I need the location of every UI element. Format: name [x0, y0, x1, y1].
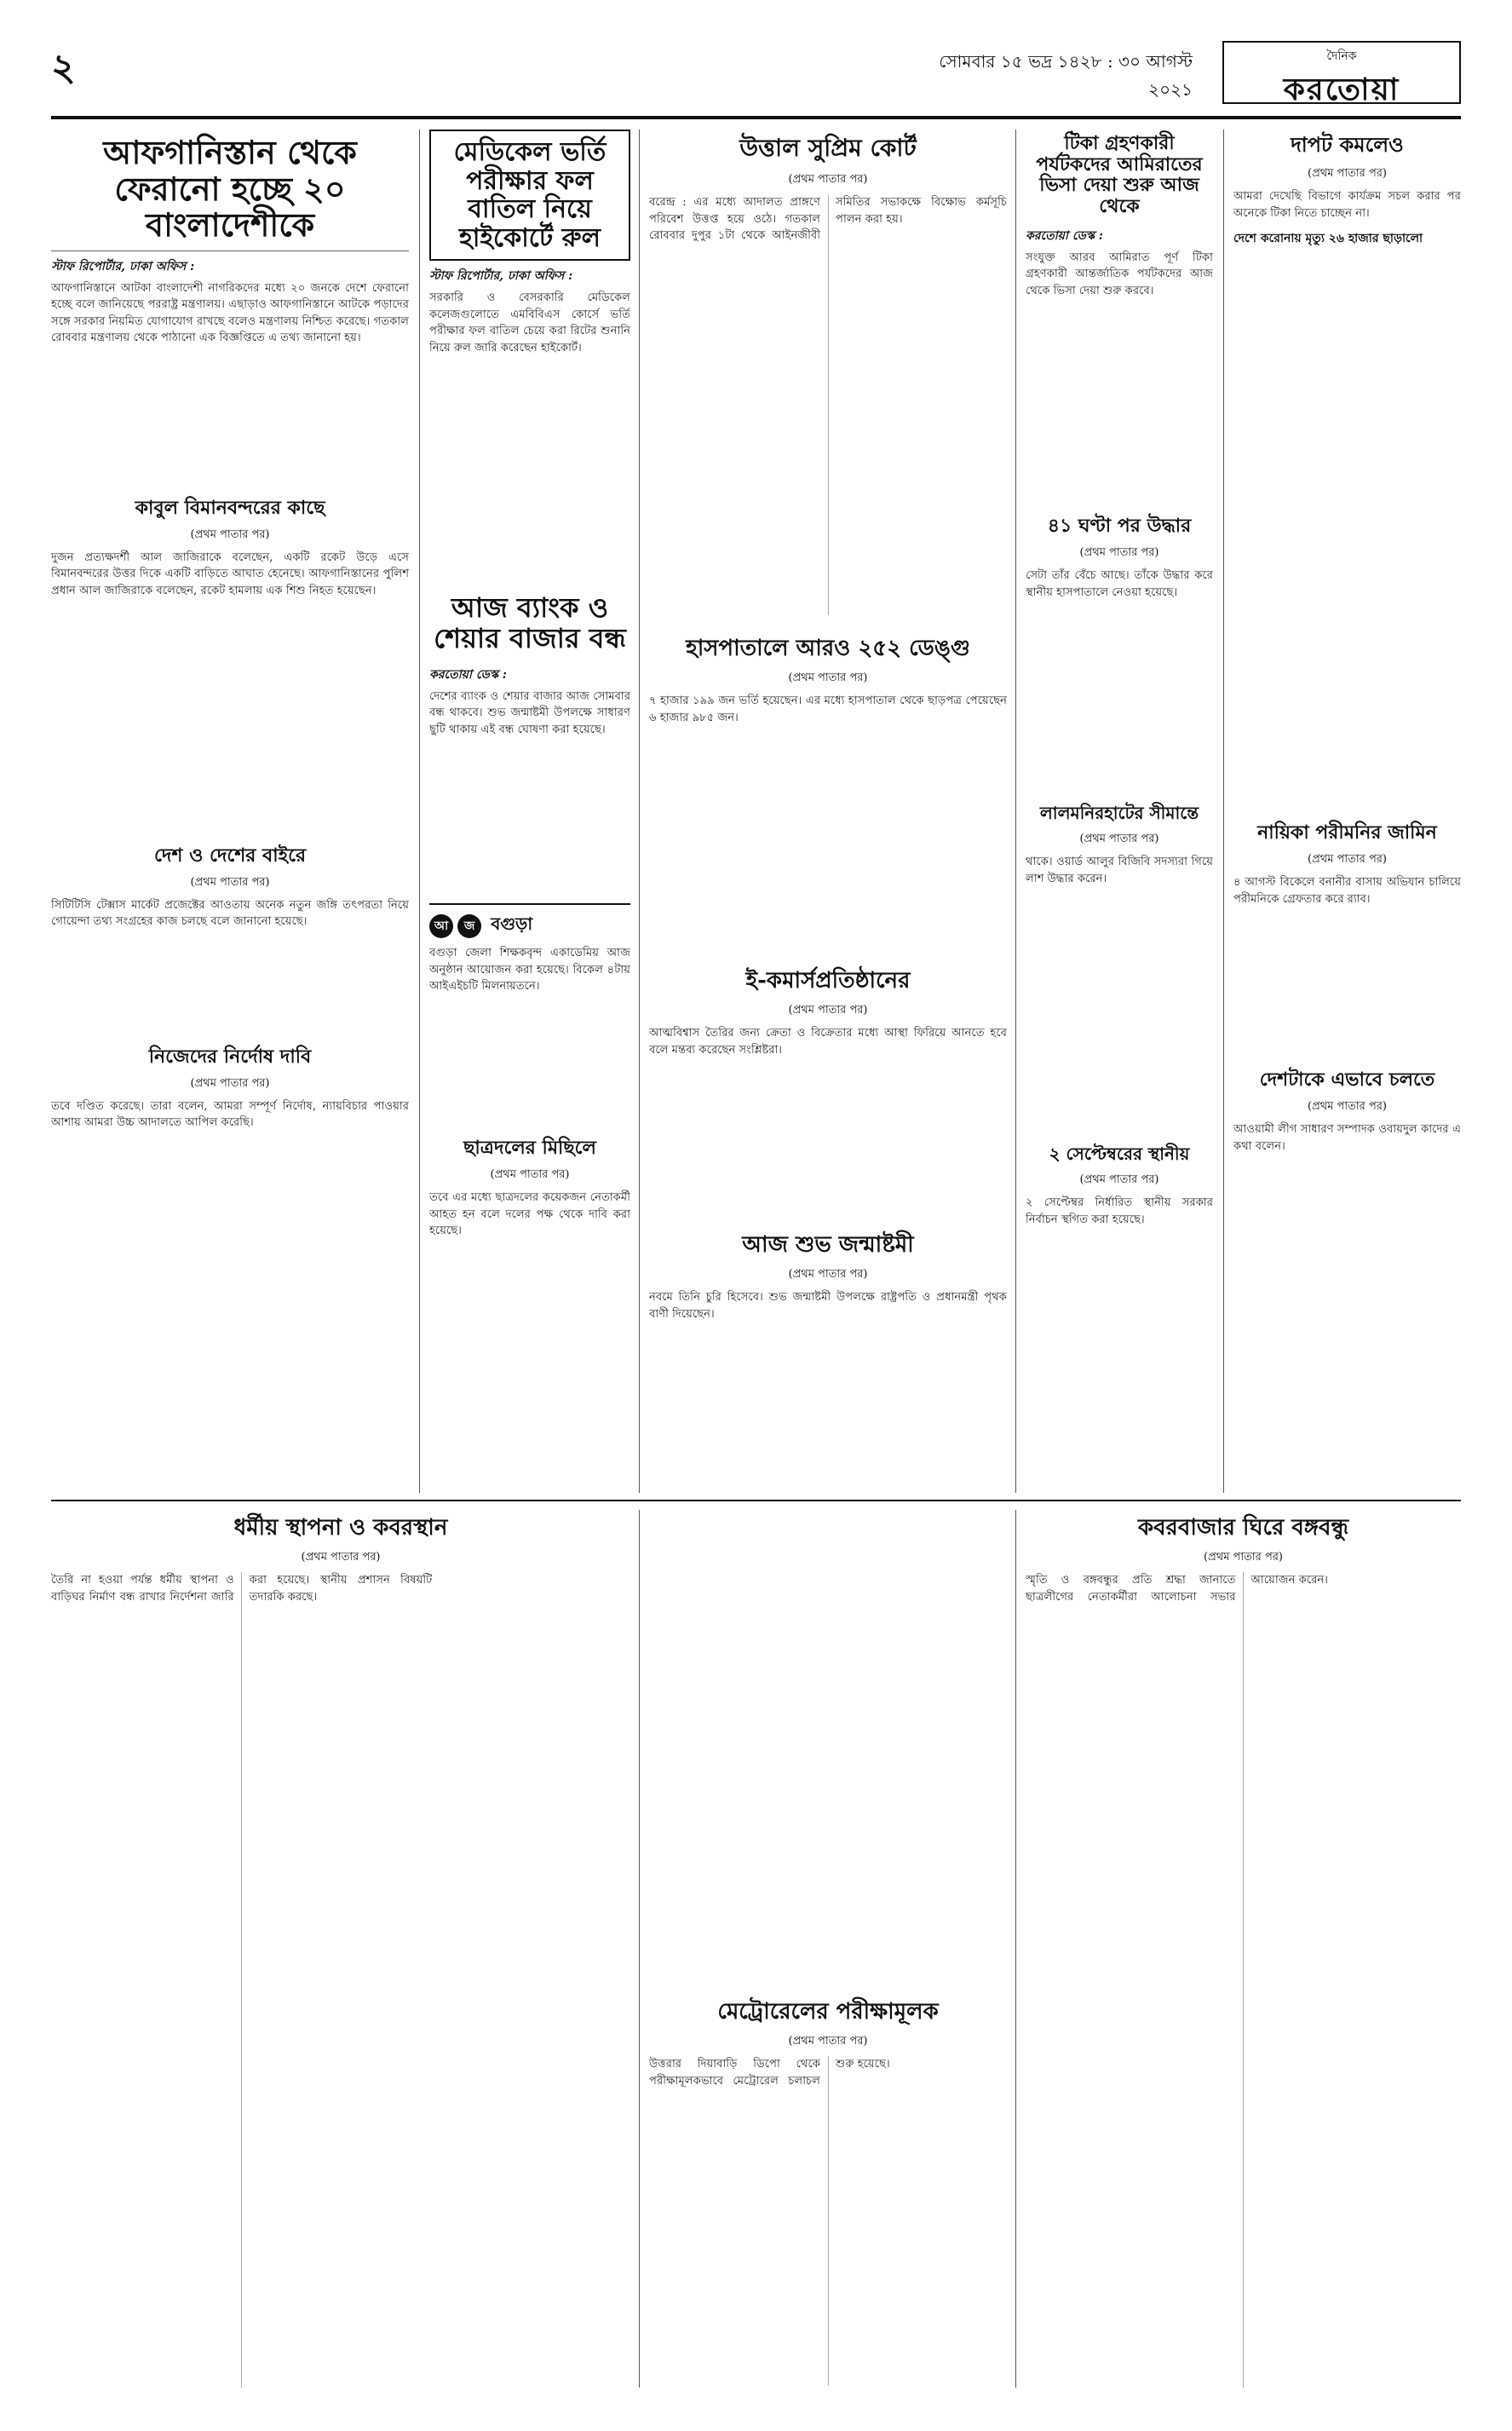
afghan-body: আফগানিস্তানে আটকা বাংলাদেশী নাগরিকদের মধ্যে ২০ জনকে দেশে ফেরানো হচ্ছে বলে জানিয়েছে পররাষ্ট্র মন্ত্রণালয়। এছাড়াও আফগানিস্তানে আটকে পড়াদের সঙ্গে সরকার নিয়মিত যোগাযোগ রাখছে বলেও মন্ত্রণালয় নিশ্চিত করেছে। গতকাল রোববার মন্ত্রণালয় থেকে পাঠানো এক বিজ্ঞপ্তিতে এ তথ্য জানানো হয়। — [51, 281, 409, 345]
ecommerce-headline: ই-কমার্সপ্রতিষ্ঠানের — [745, 968, 911, 994]
lalmonirhat-continued: (প্রথম পাতার পর) — [1079, 832, 1159, 845]
desh-body: সিটিটিসি টেক্সাস মার্কেট প্রজেক্টের আওতায় অনেক নতুন জঙ্গি তৎপরতা নিয়ে গোয়েন্দা তথ্য সংগ্রহের কাজ চলছে বলে জানানো হয়েছে। — [51, 898, 409, 929]
chhatrodal-continued: (প্রথম পাতার পর) — [490, 1168, 570, 1181]
aaj-badge-a: আ — [429, 914, 453, 938]
tika-headline: টিকা গ্রহণকারী পর্যটকদের আমিরাতের ভিসা দেয়া শুরু আজ থেকে — [1036, 132, 1203, 217]
aaj-bogura — [429, 903, 630, 1116]
masthead-logo — [1222, 41, 1461, 107]
dapot-subhead: দেশে করোনায় মৃত্যু ২৬ হাজার ছাড়ালো — [1233, 232, 1423, 246]
kobor-story — [1026, 1510, 1461, 2388]
date-line: সোমবার ১৫ ভদ্র ১৪২৮ : ৩০ আগস্ট ২০২১ — [939, 51, 1193, 100]
lalmonirhat-headline: লালমনিরহাটের সীমান্তে — [1039, 803, 1199, 823]
logo-prefix: দৈনিক — [1326, 49, 1357, 63]
ghonta-continued: (প্রথম পাতার পর) — [1079, 546, 1159, 559]
nirdesh-headline: নিজেদের নির্দোষ দাবি — [148, 1045, 312, 1068]
aaj-title: বগুড়া — [491, 913, 533, 934]
ghonta-headline: ৪১ ঘণ্টা পর উদ্ধার — [1047, 515, 1192, 537]
dapot-body: আমরা দেখেছি বিভাগে কার্যক্রম সচল করার পর অনেকে টিকা নিতে চাচ্ছেন না। — [1233, 190, 1461, 220]
september-story — [1026, 1142, 1213, 1491]
dapot-headline: দাপট কমলেও — [1291, 132, 1404, 157]
tika-story — [1026, 130, 1213, 504]
afghan-subhead: কাবুল বিমানবন্দরের কাছে — [135, 496, 325, 519]
nirdesh-body: তবে দণ্ডিত করেছে। তারা বলেন, আমরা সম্পূর্ণ নির্দোষ, ন্যায়বিচার পাওয়ার আশায় আমরা উচ্চ আদালতে আপিল করেছি। — [51, 1099, 409, 1130]
logo-name: করতোয়া — [1283, 72, 1400, 107]
janmashtami-headline: আজ শুভ জন্মাষ্টমী — [742, 1232, 914, 1258]
chhatrodal-body: তবে এর মধ্যে ছাত্রদলের কয়েকজন নেতাকর্মী আহত হন বলে দলের পক্ষ থেকে দাবি করা হয়েছে। — [429, 1191, 630, 1238]
ecommerce-story — [649, 963, 1007, 1218]
kobor-body: স্মৃতি ও বঙ্গবন্ধুর প্রতি শ্রদ্ধা জানাতে ছাত্রলীগের নেতাকর্মীরা আলোচনা সভার আয়োজন করেন। — [1026, 1574, 1329, 1604]
page-number: ২ — [51, 46, 76, 89]
ghonta-story — [1026, 511, 1213, 792]
dharmiyo-continued: (প্রথম পাতার পর) — [301, 1551, 381, 1564]
janmashtami-body: নবমে তিনি চুরি হিসেবে। শুভ জন্মাষ্টমী উপলক্ষে রাষ্ট্রপতি ও প্রধানমন্ত্রী পৃথক বাণী দিয়েছেন। — [649, 1291, 1007, 1321]
supreme-story — [649, 130, 1007, 615]
aaj-body: বগুড়া জেলা শিক্ষকবৃন্দ একাডেমিয় আজ অনুষ্ঠান আয়োজন করা হয়েছে। বিকেল ৪টায় আইএইচটি মিলনায়তনে। — [429, 947, 630, 994]
kobor-headline: কবরবাজার ঘিরে বঙ্গবন্ধু — [1137, 1515, 1349, 1541]
chhatrodal-story — [429, 1133, 630, 1491]
afghan-headline: আফগানিস্তান থেকে ফেরানো হচ্ছে ২০ বাংলাদেশীকে — [51, 130, 409, 251]
dapot-story — [1233, 130, 1461, 811]
janmashtami-story — [649, 1227, 1007, 1483]
metro-body: উত্তরার দিয়াবাড়ি ডিপো থেকে পরীক্ষামূলকভাবে মেট্রোরেল চলাচল শুরু হয়েছে। — [649, 2058, 890, 2088]
desh-headline: দেশ ও দেশের বাইরে — [153, 844, 307, 867]
supreme-body: বরেন্দ্র : এর মধ্যে আদালত প্রাঙ্গণে পরিবেশ উত্তপ্ত হয়ে ওঠে। গতকাল রোববার দুপুর ১টা থেকে আইনজীবী সমিতির সভাকক্ষে বিক্ষোভ কর্মসূচি পালন করা হয়। — [649, 196, 1007, 243]
aaj-badge-j: জ — [457, 914, 481, 938]
janmashtami-continued: (প্রথম পাতার পর) — [788, 1268, 868, 1281]
lalmonirhat-body: থাকে। ওয়ার্ড আলুর বিজিবি সদস্যরা গিয়ে লাশ উদ্ধার করেন। — [1026, 855, 1213, 885]
hospital-headline: হাসপাতালে আরও ২৫২ ডেঙ্গু — [686, 636, 970, 661]
september-headline: ২ সেপ্টেম্বরের স্থানীয় — [1049, 1143, 1190, 1164]
medical-byline: স্টাফ রিপোর্টার, ঢাকা অফিস : — [429, 269, 573, 284]
metro-continued: (প্রথম পাতার পর) — [788, 2035, 868, 2048]
lalmonirhat-story — [1026, 801, 1213, 1133]
supreme-headline: উত্তাল সুপ্রিম কোর্ট — [739, 134, 917, 162]
nayika-body: ৪ আগস্ট বিকেলে বনানীর বাসায় অভিযান চালিয়ে পরীমনিকে গ্রেফতার করে র‍্যাব। — [1233, 876, 1461, 906]
metro-headline: মেট্রোরেলের পরীক্ষামূলক — [717, 1999, 939, 2025]
bank-headline: আজ ব্যাংক ও শেয়ার বাজার বন্ধ — [434, 591, 626, 654]
hospital-continued: (প্রথম পাতার পর) — [788, 671, 868, 684]
chhatrodal-headline: ছাত্রদলের মিছিলে — [463, 1137, 596, 1159]
hospital-story — [649, 631, 1007, 954]
deshtake-body: আওয়ামী লীগ সাধারণ সম্পাদক ওবায়দুল কাদের এ কথা বলেন। — [1233, 1123, 1461, 1153]
deshtake-headline: দেশটাকে এভাবে চলতে — [1259, 1069, 1435, 1091]
ecommerce-continued: (প্রথম পাতার পর) — [788, 1004, 868, 1017]
dharmiyo-story — [51, 1510, 630, 2388]
newspaper-page — [51, 34, 1461, 2394]
ghonta-body: সেটা তাঁর বেঁচে আছে। তাঁকে উদ্ধার করে স্থানীয় হাসপাতালে নেওয়া হয়েছে। — [1026, 569, 1213, 599]
dharmiyo-body: তৈরি না হওয়া পর্যন্ত ধর্মীয় স্থাপনা ও বাড়িঘর নির্মাণ বন্ধ রাখার নির্দেশনা জারি করা হয়েছে। স্থানীয় প্রশাসন বিষয়টি তদারকি করছে। — [51, 1574, 433, 1604]
metro-story — [649, 1994, 1007, 2386]
afghan-continued: (প্রথম পাতার পর) — [190, 527, 270, 541]
medical-body: সরকারি ও বেসরকারি মেডিকেল কলেজগুলোতে এমবিবিএস কোর্সে ভর্তি পরীক্ষার ফল বাতিল চেয়ে করা রিটের শুনানি নিয়ে রুল জারি করেছেন হাইকোর্ট। — [429, 291, 630, 354]
medical-headline: মেডিকেল ভর্তি পরীক্ষার ফল বাতিল নিয়ে হাইকোর্টে রুল — [429, 130, 630, 261]
tika-body: সংযুক্ত আরব আমিরাত পূর্ণ টিকা গ্রহণকারী আন্তর্জাতিক পর্যটকদের আজ থেকে ভিসা দেয়া শুরু করবে। — [1026, 251, 1213, 297]
desh-continued: (প্রথম পাতার পর) — [190, 875, 270, 889]
tika-byline: করতোয়া ডেস্ক : — [1026, 228, 1103, 243]
nirdesh-continued: (প্রথম পাতার পর) — [190, 1076, 270, 1090]
bank-byline: করতোয়া ডেস্ক : — [429, 667, 507, 682]
nayika-story — [1233, 818, 1461, 1057]
medical-story — [429, 130, 630, 573]
september-body: ২ সেপ্টেম্বর নির্ধারিত স্থানীয় সরকার নির্বাচন স্থগিত করা হয়েছে। — [1026, 1196, 1213, 1226]
nayika-headline: নায়িকা পরীমনির জামিন — [1257, 821, 1437, 844]
supreme-continued: (প্রথম পাতার পর) — [788, 173, 868, 186]
page-header — [51, 34, 1461, 119]
hospital-body: ৭ হাজার ১৯৯ জন ভর্তি হয়েছেন। এর মধ্যে হাসপাতাল থেকে ছাড়পত্র পেয়েছেন ৬ হাজার ৯৮৫ জন। — [649, 694, 1007, 724]
bank-body: দেশের ব্যাংক ও শেয়ার বাজার আজ সোমবার বন্ধ থাকবে। শুভ জন্মাষ্টমী উপলক্ষে সাধারণ ছুটি থাকায় এই বন্ধ ঘোষণা করা হয়েছে। — [429, 689, 630, 736]
deshtake-continued: (প্রথম পাতার পর) — [1308, 1100, 1387, 1113]
ecommerce-body: আত্মবিশ্বাস তৈরির জন্য ক্রেতা ও বিক্রেতার মধ্যে আস্থা ফিরিয়ে আনতে হবে বলে মন্তব্য করেছেন সংশ্লিষ্টরা। — [649, 1027, 1007, 1057]
nayika-continued: (প্রথম পাতার পর) — [1308, 853, 1387, 866]
afghan-story — [51, 130, 409, 1246]
deshtake-story — [1233, 1065, 1461, 1491]
dharmiyo-headline: ধর্মীয় স্থাপনা ও কবরস্থান — [233, 1515, 448, 1541]
kobor-continued: (প্রথম পাতার পর) — [1204, 1551, 1283, 1564]
september-continued: (প্রথম পাতার পর) — [1079, 1173, 1159, 1186]
afghan-body2: দুজন প্রত্যক্ষদর্শী আল জাজিরাকে বলেছেন, একটি রকেট উড়ে এসে বিমানবন্দরের উত্তর দিকে একটি বাড়িতে আঘাত হেনেছে। আফগানিস্তানের পুলিশ প্রধান আল জাজিরাকে বলেছেন, রকেট হামলায় এক শিশু নিহত হয়েছেন। — [51, 550, 409, 597]
dapot-continued: (প্রথম পাতার পর) — [1308, 167, 1387, 180]
afghan-byline: স্টাফ রিপোর্টার, ঢাকা অফিস : — [51, 259, 195, 274]
bank-story — [429, 588, 630, 895]
